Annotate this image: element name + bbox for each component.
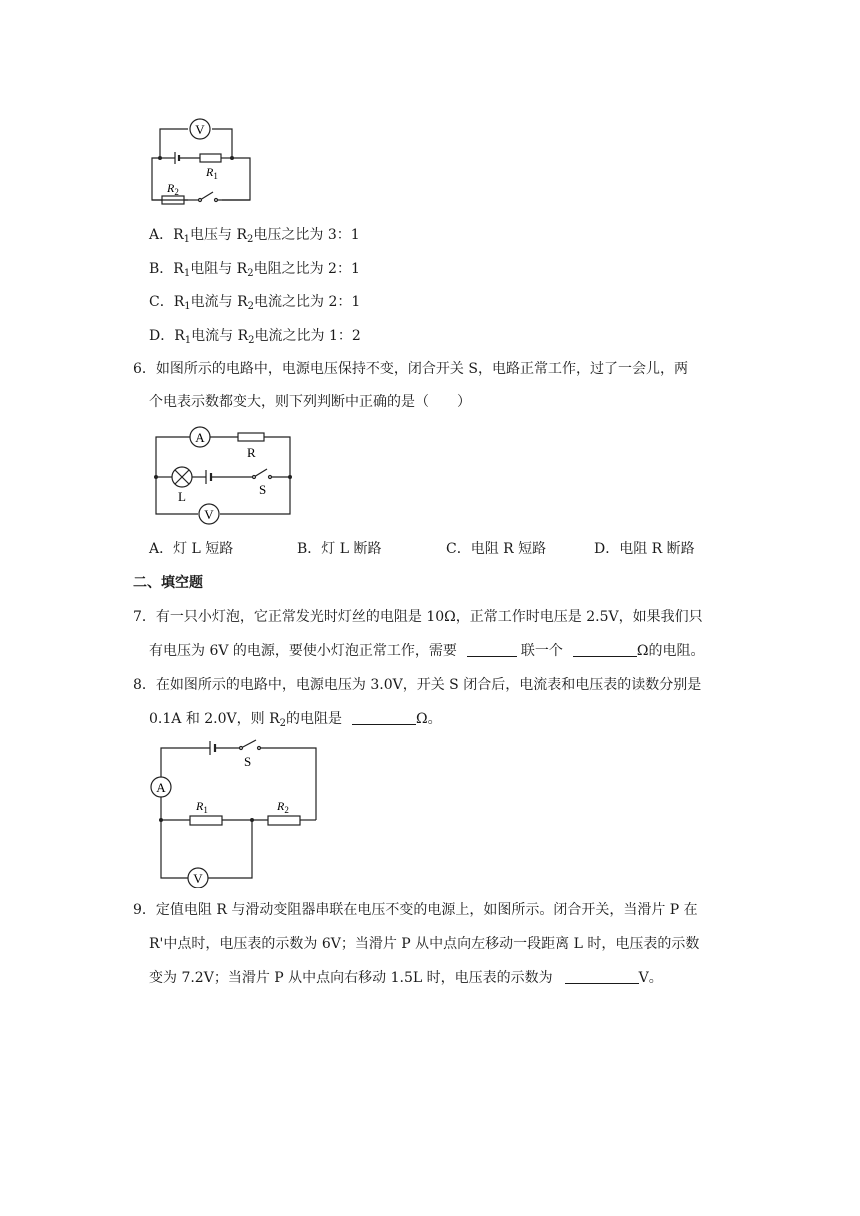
svg-text:L: L [178, 489, 186, 504]
answer-blank[interactable] [352, 709, 416, 725]
question-8-line-1: 8．在如图所示的电路中，电源电压为 3.0V，开关 S 闭合后，电流表和电压表的读数分别是 [133, 677, 702, 693]
option-a: A．$R_1$电压与 $R_2$电压之比为 3：1 [149, 227, 360, 245]
svg-text:S: S [259, 482, 267, 497]
question-7-line-1: 7．有一只小灯泡，它正常发光时灯丝的电阻是 10Ω，正常工作时电压是 2.5V，如果我们只 [133, 609, 703, 625]
option-c: C．$R_1$电流与 $R_2$电流之比为 2：1 [149, 294, 361, 312]
answer-blank[interactable] [573, 641, 637, 657]
question-7-line-2: 有电压为 6V 的电源，要使小灯泡正常工作，需要 联一个 Ω的电阻。 [149, 643, 705, 659]
svg-text:S: S [244, 754, 252, 769]
svg-text:R2: $R_2$ [167, 181, 179, 197]
question-9-line-1: 9．定值电阻 R 与滑动变阻器串联在电压不变的电源上，如图所示。闭合开关，当滑片 P 在 [133, 902, 698, 918]
circuit-figure-1 [140, 112, 270, 212]
option-b: B．$R_1$电阻与 $R_2$电阻之比为 2：1 [149, 261, 360, 279]
svg-text:A: A [156, 780, 166, 795]
lamp-symbol [172, 467, 192, 487]
svg-text:R1: $R_1$ [196, 799, 208, 815]
svg-text:V: V [193, 871, 203, 886]
question-9-line-2: R'中点时，电压表的示数为 6V；当滑片 P 从中点向左移动一段距离 L 时，电压表的示数 [149, 936, 700, 952]
question-6-line-2: 个电表示数都变大，则下列判断中正确的是（ ） [149, 394, 471, 410]
svg-text:V: V [204, 507, 214, 522]
voltmeter-symbol [190, 119, 210, 139]
option-d: D．$R_1$电流与 $R_2$电流之比为 1：2 [149, 328, 361, 346]
q6-option-c: C．电阻 R 短路 [446, 541, 547, 557]
circuit-figure-q8 [146, 738, 326, 888]
section-title: 二、填空题 [133, 575, 203, 591]
voltmeter-symbol [199, 504, 219, 524]
voltmeter-symbol [188, 868, 208, 888]
svg-text:A: A [195, 430, 205, 445]
question-8-line-2: 0.1A 和 2.0V，则 $R_2$的电阻是 Ω。 [149, 711, 442, 729]
question-6-line-1: 6．如图所示的电路中，电源电压保持不变，闭合开关 S，电路正常工作，过了一会儿，两 [133, 361, 688, 377]
circuit-figure-q6 [148, 422, 298, 528]
svg-text:R1: $R_1$ [206, 165, 218, 181]
q6-option-d: D．电阻 R 断路 [594, 541, 695, 557]
svg-text:R: R [247, 445, 256, 460]
ammeter-symbol [190, 427, 210, 447]
q6-option-a: A．灯 L 短路 [149, 541, 234, 557]
answer-blank[interactable] [565, 968, 639, 984]
svg-text:V: V [195, 122, 205, 137]
q6-option-b: B．灯 L 断路 [297, 541, 382, 557]
answer-blank[interactable] [467, 641, 517, 657]
svg-text:R2: $R_2$ [277, 799, 289, 815]
question-9-line-3: 变为 7.2V；当滑片 P 从中点向右移动 1.5L 时，电压表的示数为 V。 [149, 970, 663, 986]
ammeter-symbol [151, 777, 171, 797]
